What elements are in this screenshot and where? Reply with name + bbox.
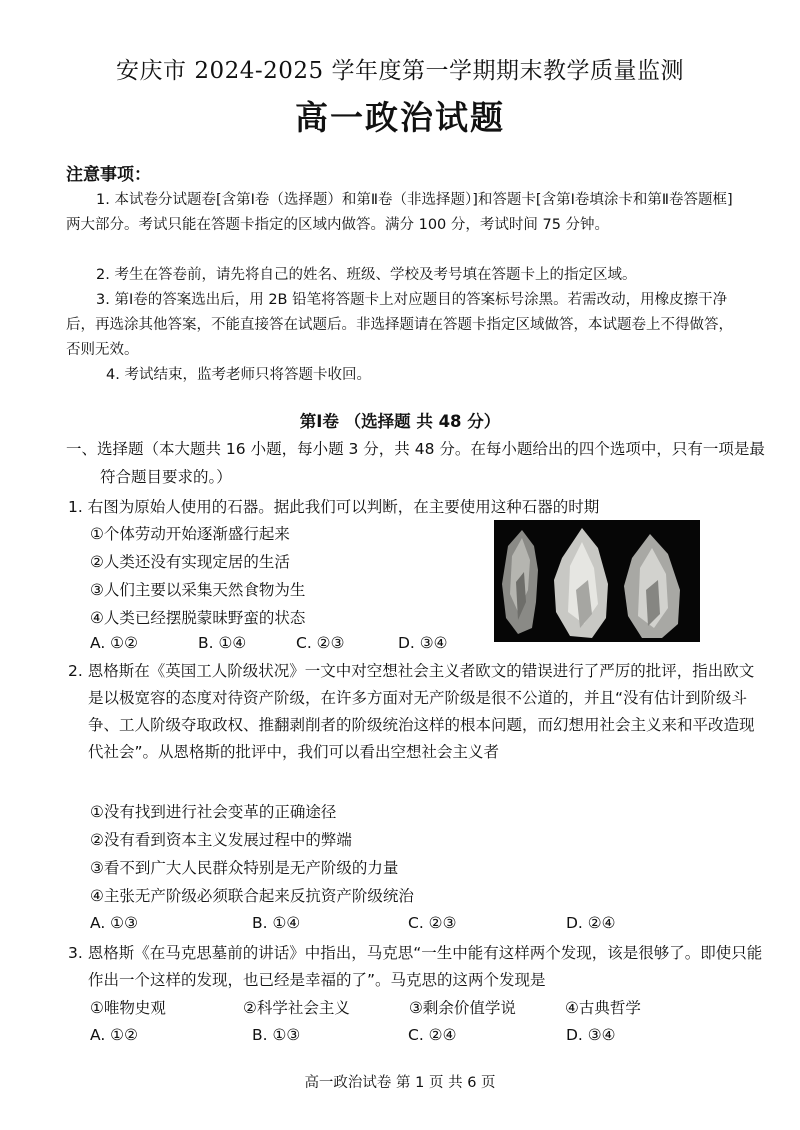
- answer-option: C. ②③: [296, 634, 345, 652]
- stone-tools-photo: [494, 520, 700, 642]
- question-statement: ④古典哲学: [565, 999, 641, 1017]
- stone-tools-illustration: [494, 520, 700, 642]
- answer-option: D. ③④: [566, 1026, 616, 1044]
- answer-option: D. ③④: [398, 634, 448, 652]
- question-statement: ②科学社会主义: [243, 999, 350, 1017]
- question-stem: 2. 恩格斯在《英国工人阶级状况》一文中对空想社会主义者欧文的错误进行了严厉的批评，指出欧文是以极宽容的态度对待资产阶级，在许多方面对无产阶级是很不公道的，并且“没有估计到阶级斗争、工人阶级夺取政权、推翻剥削者的阶级统治这样的根本问题，而幻想用社会主义来和平改造现代社会”。从恩格斯的批评中，我们可以看出空想社会主义者: [68, 662, 755, 761]
- exam-title: 高一政治试题: [295, 98, 505, 137]
- question-statement: ③看不到广大人民群众特别是无产阶级的力量: [90, 859, 399, 877]
- notice-item: 2. 考生在答卷前，请先将自己的姓名、班级、学校及考号填在答题卡上的指定区域。: [96, 267, 637, 283]
- answer-option: A. ①②: [90, 634, 138, 652]
- answer-option: B. ①④: [252, 914, 301, 932]
- question-statement: ①没有找到进行社会变革的正确途径: [90, 803, 337, 821]
- answer-option: A. ①②: [90, 1026, 138, 1044]
- question-statement: ④人类已经摆脱蒙昧野蛮的状态: [90, 609, 306, 627]
- question-statement: ③人们主要以采集天然食物为生: [90, 581, 306, 599]
- answer-option: D. ②④: [566, 914, 616, 932]
- notice-item: 1. 本试卷分试题卷[含第Ⅰ卷（选择题）和第Ⅱ卷（非选择题）]和答题卡[含第Ⅰ卷填涂卡和第Ⅱ卷答题框]两大部分。考试只能在答题卡指定的区域内做答。满分 100 分，考试时间 75 分钟。: [66, 192, 733, 233]
- exam-header: 安庆市 2024-2025 学年度第一学期期末教学质量监测: [116, 58, 684, 84]
- question-statement: ②没有看到资本主义发展过程中的弊端: [90, 831, 352, 849]
- answer-option: A. ①③: [90, 914, 138, 932]
- notice-item: 3. 第Ⅰ卷的答案选出后，用 2B 铅笔将答题卡上对应题目的答案标号涂黑。若需改动，用橡皮擦干净后，再选涂其他答案，不能直接答在试题后。非选择题请在答题卡指定区域做答，本试题卷上不得做答，否则无效。: [66, 292, 733, 358]
- page-footer: 高一政治试卷 第 1 页 共 6 页: [304, 1075, 496, 1091]
- answer-option: B. ①④: [198, 634, 247, 652]
- question-stem: 1. 右图为原始人使用的石器。据此我们可以判断，在主要使用这种石器的时期: [68, 498, 600, 516]
- question-statement: ③剩余价值学说: [409, 999, 516, 1017]
- answer-option: C. ②④: [408, 1026, 457, 1044]
- question-statement: ①唯物史观: [90, 999, 166, 1017]
- answer-option: B. ①③: [252, 1026, 301, 1044]
- section-instruction: 一、选择题（本大题共 16 小题，每小题 3 分，共 48 分。在每小题给出的四个选项中，只有一项是最符合题目要求的。）: [66, 440, 765, 486]
- question-stem: 3. 恩格斯《在马克思墓前的讲话》中指出，马克思“一生中能有这样两个发现，该是很够了。即使只能作出一个这样的发现，也已经是幸福的了”。马克思的这两个发现是: [68, 944, 763, 989]
- question-statement: ②人类还没有实现定居的生活: [90, 553, 290, 571]
- answer-option: C. ②③: [408, 914, 457, 932]
- notice-item: 4. 考试结束，监考老师只将答题卡收回。: [106, 367, 371, 383]
- question-statement: ④主张无产阶级必须联合起来反抗资产阶级统治: [90, 887, 414, 905]
- notice-title: 注意事项：: [66, 165, 151, 185]
- question-statement: ①个体劳动开始逐渐盛行起来: [90, 525, 290, 543]
- section-title: 第Ⅰ卷 （选择题 共 48 分）: [299, 412, 501, 431]
